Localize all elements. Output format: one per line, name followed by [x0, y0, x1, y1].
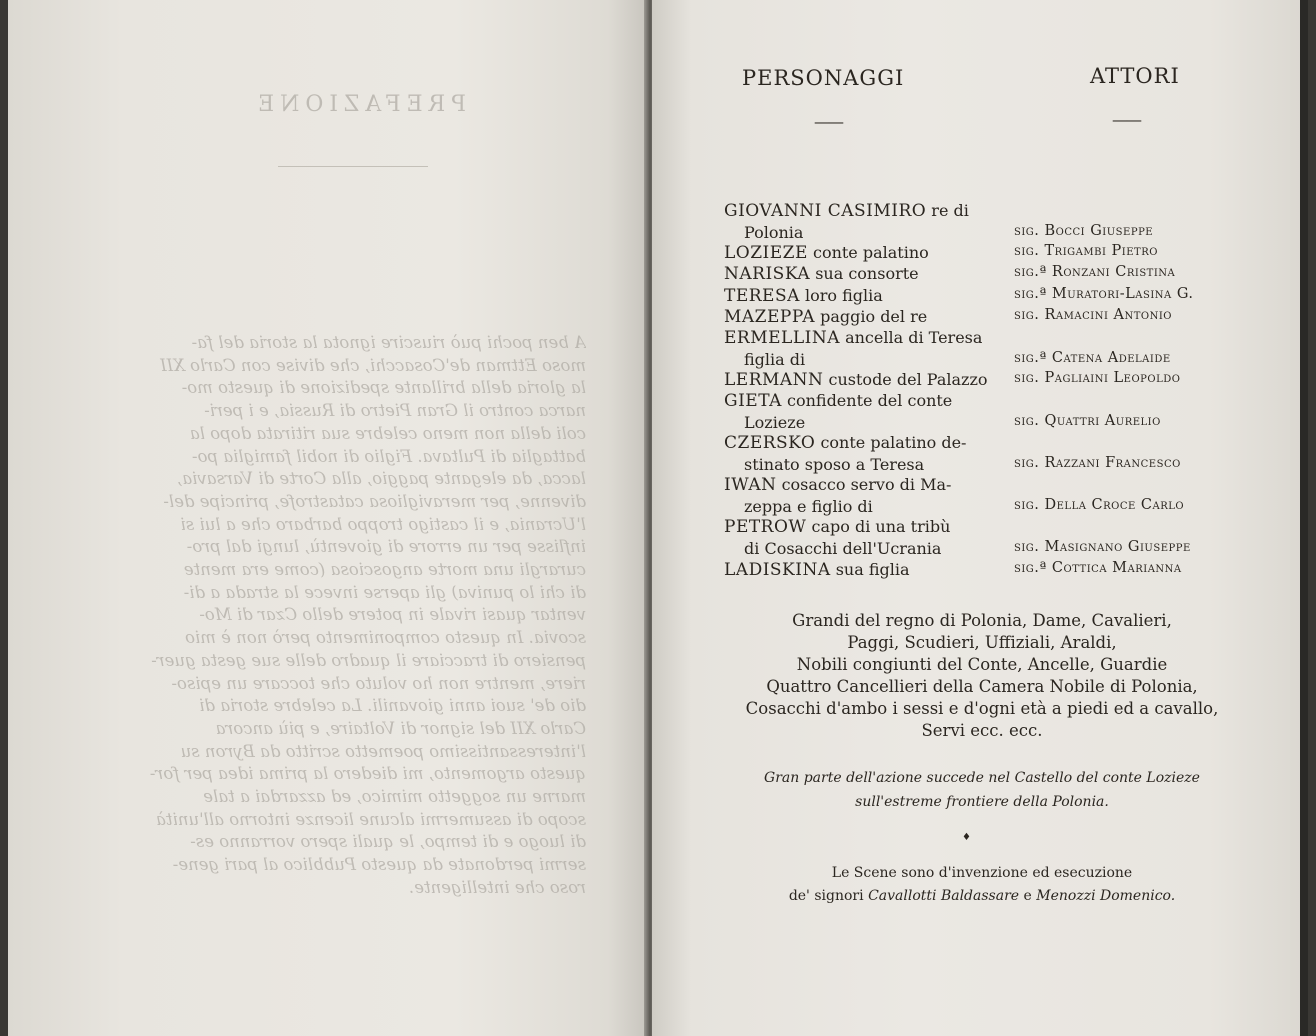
character-name: LOZIEZE: [724, 243, 808, 263]
actors-heading: ATTORI: [1090, 64, 1180, 88]
cast-row: [652, 433, 1308, 454]
bleed-through-line: l'interessantissimo poemetto scritto da Byron su: [180, 741, 586, 761]
character-entry: [744, 350, 805, 369]
character-entry: [724, 517, 950, 537]
actor-name: sig. Quattri Aurelio: [1014, 413, 1161, 429]
actor-name: sig. Trigambi Pietro: [1014, 243, 1158, 259]
heading-dash: ——: [1112, 110, 1140, 129]
cast-row: [652, 517, 1308, 538]
character-entry: [724, 328, 982, 348]
cast-row: [652, 328, 1308, 349]
actor-name: sig. Masignano Giuseppe: [1014, 539, 1191, 555]
character-entry: [744, 539, 941, 558]
bleed-through-line: divenne, per meravigliosa catastrofe, principe del-: [163, 491, 586, 511]
supernumeraries-line: Quattro Cancellieri della Camera Nobile di Polonia,: [766, 677, 1198, 696]
bleed-through-line: di luogo e di tempo, le quali spero vorranno es-: [190, 832, 586, 852]
bleed-through-line: riere, mentre non ho voluto che toccare un episo-: [171, 673, 586, 693]
title-rule: [278, 166, 428, 167]
character-name: PETROW: [724, 517, 807, 537]
cast-row: [652, 223, 1308, 244]
supernumeraries: [692, 610, 1272, 742]
character-name: LADISKINA: [724, 560, 831, 580]
character-description: conte palatino: [807, 243, 929, 262]
ornament-mark: ♦: [962, 832, 971, 843]
setting-note-line: Gran parte dell'azione succede nel Castello del conte Lozieze: [764, 770, 1200, 786]
character-description: Lozieze: [744, 413, 806, 432]
cast-row: [652, 370, 1308, 391]
cast-row: [652, 391, 1308, 412]
character-description: zeppa e figlio di: [744, 497, 873, 516]
character-entry: [724, 433, 966, 453]
cast-row: [652, 497, 1308, 518]
character-entry: [724, 243, 929, 263]
cast-row: [652, 286, 1308, 307]
bleed-through-line: coli della non meno celebre sua ritirata dopo la: [189, 423, 586, 443]
actor-name: sig. Razzani Francesco: [1014, 455, 1181, 471]
scenes-prefix: de' signori: [788, 888, 869, 904]
character-description: confidente del conte: [781, 391, 953, 410]
page-edge: [1300, 0, 1308, 1036]
cast-row: [652, 413, 1308, 434]
bleed-through-line: l'Ucrania, e il castigo troppo barbaro che a lui si: [180, 514, 586, 534]
cast-row: [652, 539, 1308, 560]
character-description: ancella di Teresa: [839, 328, 983, 347]
character-entry: [724, 560, 910, 580]
scenes-conj: e: [1019, 888, 1037, 904]
bleed-through-line: scovia. In questo componimento però non è mio: [185, 628, 586, 648]
character-description: cosacco servo di Ma-: [776, 475, 952, 494]
actor-name: sig.ª Catena Adelaide: [1014, 350, 1171, 366]
character-name: IWAN: [724, 475, 777, 495]
character-description: custode del Palazzo: [823, 370, 988, 389]
heading-dash: ——: [814, 112, 842, 131]
cast-row: [652, 455, 1308, 476]
actor-name: sig.ª Ronzani Cristina: [1014, 264, 1176, 280]
character-description: re di: [926, 201, 969, 220]
cast-row: [652, 201, 1308, 222]
bleed-through-line: A ben pochi può riuscire ignota la storia del fa-: [191, 333, 586, 352]
character-description: sua figlia: [830, 560, 910, 579]
actor-name: sig.ª Cottica Marianna: [1014, 560, 1182, 576]
cast-row: [652, 307, 1308, 328]
character-entry: [724, 201, 969, 221]
cast-row: [652, 243, 1308, 264]
character-description: figlia di: [744, 350, 806, 369]
actor-name: sig.ª Muratori-Lasina G.: [1014, 286, 1194, 302]
character-name: MAZEPPA: [724, 307, 815, 327]
bleed-through-line: roso che intelligente.: [408, 877, 586, 897]
character-entry: [744, 223, 803, 242]
actor-name: sig. Della Croce Carlo: [1014, 497, 1185, 513]
bleed-through-line: moso Ettman de'Cosacchi, che divise con Carlo XII: [160, 355, 586, 375]
supernumeraries-line: Grandi del regno di Polonia, Dame, Cavalieri,: [792, 611, 1172, 630]
character-description: capo di una tribù: [806, 517, 951, 536]
bleed-through-text: [106, 332, 586, 900]
bleed-through-line: battaglia di Pultava. Figlio di nobil famiglia po-: [191, 446, 586, 466]
character-name: LERMANN: [724, 370, 824, 390]
scenes-note-line2: [692, 885, 1272, 908]
actor-name: sig. Pagliaini Leopoldo: [1014, 370, 1181, 386]
actor-name: sig. Ramacini Antonio: [1014, 307, 1173, 323]
character-entry: [744, 413, 805, 432]
character-description: paggio del re: [815, 307, 928, 326]
right-page: [652, 0, 1308, 1036]
character-description: Polonia: [744, 223, 804, 242]
cast-row: [652, 475, 1308, 496]
character-name: TERESA: [724, 286, 800, 306]
actor-name: sig. Bocci Giuseppe: [1014, 223, 1154, 239]
character-entry: [724, 264, 919, 284]
character-entry: [724, 286, 883, 306]
character-name: CZERSKO: [724, 433, 816, 453]
scenographer-name: Cavallotti Baldassare: [868, 888, 1020, 904]
character-entry: [724, 391, 952, 411]
characters-heading: PERSONAGGI: [742, 66, 905, 90]
bleed-through-line: lacca, da elegante paggio, alla Corte di Varsavia,: [176, 469, 586, 489]
cast-row: [652, 350, 1308, 371]
scenes-note: [692, 862, 1272, 908]
character-description: di Cosacchi dell'Ucrania: [744, 539, 942, 558]
character-description: conte palatino de-: [815, 433, 967, 452]
character-description: stinato sposo a Teresa: [744, 455, 925, 474]
bleed-through-line: questo argomento, mi diedero la prima idea per for-: [149, 764, 586, 784]
cast-row: [652, 560, 1308, 581]
bleed-through-line: curargli una morte angosciosa (come era mente: [183, 560, 586, 580]
bleed-through-line: pensiero di tracciare il quadro delle sue gesta guer-: [151, 650, 586, 670]
character-description: loro figlia: [799, 286, 883, 305]
character-name: GIOVANNI CASIMIRO: [724, 201, 927, 221]
left-page: [8, 0, 646, 1036]
character-entry: [724, 307, 927, 327]
bleed-through-line: sermi perdonate da questo Pubblico al pari gene-: [172, 855, 586, 875]
bleed-through-line: ventar quasi rivale in potere dello Czar di Mo-: [199, 605, 586, 625]
cast-row: [652, 264, 1308, 285]
character-entry: [724, 475, 951, 495]
bleed-through-line: narca contro il Gran Pietro di Russia, e i peri-: [204, 401, 586, 421]
character-entry: [744, 497, 873, 516]
character-description: sua consorte: [810, 264, 919, 283]
character-name: ERMELLINA: [724, 328, 840, 348]
character-name: GIETA: [724, 391, 782, 411]
supernumeraries-line: Cosacchi d'ambo i sessi e d'ogni età a piedi ed a cavallo,: [745, 699, 1219, 718]
supernumeraries-line: Nobili congiunti del Conte, Ancelle, Guardie: [796, 655, 1168, 674]
character-name: NARISKA: [724, 264, 811, 284]
bleed-through-line: inflisse per un errore di gioventù, lungi dal pro-: [186, 537, 586, 557]
bleed-through-line: marne un soggetto mimico, ed azzardai a tale: [203, 787, 586, 807]
setting-note-line: sull'estreme frontiere della Polonia.: [855, 794, 1109, 810]
setting-note: [692, 766, 1272, 814]
bleed-through-line: la gloria della brillante spedizione di questo mo-: [181, 378, 586, 398]
scenographer-name: Menozzi Domenico.: [1036, 888, 1176, 904]
character-entry: [724, 370, 988, 390]
scenes-note-line1: Le Scene sono d'invenzione ed esecuzione: [831, 865, 1133, 881]
supernumeraries-line: Paggi, Scudieri, Uffiziali, Araldi,: [847, 633, 1117, 652]
bleed-through-line: Carlo XII del signor di Voltaire, e più ancora: [215, 718, 586, 738]
bleed-through-line: dio de' suoi anni giovanili. La celebre storia di: [199, 696, 586, 716]
bleed-through-line: scopo di assumermi alcune licenze intorno all'unità: [156, 809, 586, 829]
character-entry: [744, 455, 924, 474]
bleed-through-title: PREFAZIONE: [252, 92, 466, 117]
supernumeraries-line: Servi ecc. ecc.: [921, 721, 1043, 740]
bleed-through-line: di chi lo puniva) gli aperse invece la strada a di-: [183, 582, 586, 602]
